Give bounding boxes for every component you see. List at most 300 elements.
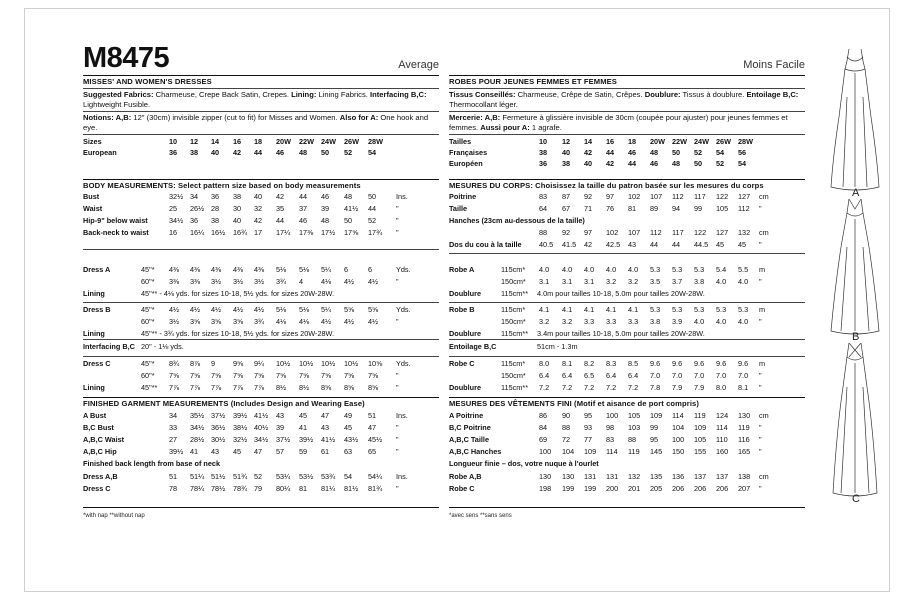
divider-line: [83, 356, 439, 357]
cell-value: 3⅜: [169, 277, 180, 286]
cell-value: 4.0: [584, 265, 595, 274]
cell-value: 7.9: [672, 383, 683, 392]
cell-value: 54: [368, 148, 377, 157]
cell-value: 3¾: [276, 277, 287, 286]
cell-value: 41.5: [562, 240, 577, 249]
cell-value: 12: [190, 137, 199, 146]
cell-value: 137: [694, 472, 707, 481]
difficulty-label-fr: Moins Facile: [743, 59, 805, 71]
cell-value: 12: [562, 137, 571, 146]
cell-value: 43: [628, 240, 637, 249]
cell-value: 41½: [254, 411, 269, 420]
sketch-label-a: A: [852, 187, 860, 199]
cell-value: 51¾: [233, 472, 248, 481]
cell-value: 39½: [233, 411, 248, 420]
row-label: Dress C: [83, 359, 111, 368]
mesures-fini-title: MESURES DES VÊTEMENTS FINI (Motif et aisance de port compris): [449, 399, 699, 408]
cell-value: 44: [299, 192, 308, 201]
sketch-label-b: B: [852, 331, 860, 343]
suggested-fabrics-key: Interfacing B,C:: [369, 90, 427, 99]
cell-value: 52: [344, 148, 353, 157]
cell-value: 36: [169, 148, 178, 157]
cell-value: 71: [584, 204, 593, 213]
cell-value: 95: [650, 435, 659, 444]
cell-value: 46: [628, 148, 637, 157]
cell-value: 135: [650, 472, 663, 481]
unit-label: cm: [759, 472, 769, 481]
cell-value: 7.8: [650, 383, 661, 392]
cell-value: 95: [584, 411, 593, 420]
cell-value: 36: [211, 192, 220, 201]
cell-value: 26W: [716, 137, 732, 146]
cell-value: 54: [738, 159, 747, 168]
cell-value: 165: [738, 447, 751, 456]
width-label: 115cm*: [501, 265, 526, 274]
cell-value: 50: [344, 216, 353, 225]
cell-value: 7⅝: [321, 371, 332, 380]
cell-value: 132: [628, 472, 641, 481]
cell-value: 4.1: [584, 305, 595, 314]
cell-value: 38: [190, 148, 199, 157]
cell-value: 110: [716, 435, 728, 444]
cell-value: 4.1: [562, 305, 573, 314]
cell-value: 51: [368, 411, 377, 420]
cell-value: 45: [738, 240, 747, 249]
width-label: 150cm*: [501, 371, 526, 380]
cell-value: 198: [539, 484, 552, 493]
tissus-conseilles-value: Thermocollant léger.: [449, 100, 518, 109]
row-label: Interfacing B,C: [83, 342, 135, 351]
cell-value: 3.3: [584, 317, 595, 326]
row-label: B,C Bust: [83, 423, 114, 432]
cell-value: 5.4: [716, 265, 727, 274]
cell-value: 44.5: [694, 240, 709, 249]
divider-line: [449, 302, 805, 303]
cell-value: 10½: [344, 359, 359, 368]
cell-value: 51: [169, 472, 178, 481]
cell-value: 5⅛: [276, 265, 287, 274]
cell-value: 4.0: [716, 317, 727, 326]
cell-value: 112: [738, 204, 750, 213]
cell-value: 122: [694, 228, 707, 237]
row-label: Doublure: [449, 329, 482, 338]
cell-value: 4.0: [738, 317, 749, 326]
cell-value: 103: [628, 423, 641, 432]
cell-value: 6.4: [539, 371, 550, 380]
cell-value: 4½: [368, 277, 379, 286]
cell-value: 100: [606, 411, 619, 420]
dress-c-sketch: [833, 343, 877, 496]
cell-value: 26W: [344, 137, 360, 146]
cell-value: 46: [650, 159, 659, 168]
cell-value: 24W: [321, 137, 337, 146]
divider-line: [83, 134, 439, 135]
cell-value: 34½: [190, 423, 205, 432]
longueur-finie-title: Longueur finie – dos, votre nuque à l'ourlet: [449, 459, 599, 468]
width-label: 115cm**: [501, 329, 529, 338]
cell-value: 88: [539, 228, 548, 237]
cell-value: 3⅜: [190, 277, 201, 286]
unit-label: ": [759, 484, 762, 493]
width-label: 150cm*: [501, 317, 526, 326]
unit-label: ": [759, 383, 762, 392]
unit-label: ": [396, 228, 399, 237]
suggested-fabrics-value: Lining Fabrics.: [316, 90, 370, 99]
cell-value: 4.1: [539, 305, 550, 314]
cell-value: 38: [539, 148, 548, 157]
divider-line: [449, 111, 805, 112]
cell-value: 4⅛: [321, 277, 332, 286]
cell-value: 42: [254, 216, 263, 225]
cell-value: 41: [190, 447, 199, 456]
cell-value: 53¼: [276, 472, 291, 481]
width-label: 60"*: [141, 317, 155, 326]
cell-value: 7.0: [650, 371, 661, 380]
cell-value: 7⅝: [233, 371, 244, 380]
cell-value: 93: [584, 423, 593, 432]
cell-value: 8½: [299, 383, 310, 392]
cell-value: 127: [738, 192, 751, 201]
cell-value: 40½: [254, 423, 269, 432]
cell-value: 206: [716, 484, 729, 493]
row-label: Dress A,B: [83, 472, 118, 481]
divider-line: [83, 397, 439, 398]
cell-value: 5¼: [321, 265, 332, 274]
tissus-conseilles-value: Tissus à doublure.: [680, 90, 747, 99]
cell-value: 9.6: [650, 359, 661, 368]
cell-value: 4½: [211, 305, 222, 314]
cell-value: 6.4: [606, 371, 617, 380]
cell-value: 80¼: [276, 484, 291, 493]
cell-value: 46: [299, 216, 308, 225]
suggested-fabrics-key: Suggested Fabrics:: [83, 90, 154, 99]
divider-line: [449, 339, 805, 340]
cell-value: 47: [368, 423, 377, 432]
cell-value: 43½: [344, 435, 359, 444]
cell-value: 3.7: [672, 277, 683, 286]
cell-value: 4: [299, 277, 304, 286]
cell-value: 7.2: [584, 383, 595, 392]
cell-value: 119: [694, 411, 706, 420]
cell-value: 36½: [211, 423, 226, 432]
cell-value: 3.8: [650, 317, 661, 326]
cell-value: 3.2: [628, 277, 639, 286]
width-label: 45"*: [141, 359, 155, 368]
unit-label: ": [396, 447, 399, 456]
cell-value: 44: [368, 204, 377, 213]
row-label: Dos du cou à la taille: [449, 240, 522, 249]
cell-value: 36: [190, 216, 199, 225]
cell-value: 44: [628, 159, 637, 168]
cell-value: 72: [562, 435, 571, 444]
width-label: 45"**: [141, 383, 158, 392]
cell-value: 81¼: [321, 484, 336, 493]
cell-value: 51¼: [190, 472, 205, 481]
row-label: Robe A,B: [449, 472, 482, 481]
cell-value: 8.0: [539, 359, 550, 368]
cell-value: 3.2: [562, 317, 573, 326]
cell-value: 3.8: [694, 277, 705, 286]
cell-value: 114: [672, 411, 684, 420]
cell-value: 99: [694, 204, 703, 213]
cell-value: 137: [716, 472, 729, 481]
tissus-conseilles-key: Doublure:: [644, 90, 681, 99]
row-label: Lining: [83, 383, 105, 392]
cell-value: 150: [672, 447, 685, 456]
cell-value: 98: [606, 423, 615, 432]
unit-label: ": [396, 216, 399, 225]
cell-value: 8.5: [628, 359, 639, 368]
suggested-fabrics: [83, 90, 439, 110]
cell-value: 3.3: [628, 317, 639, 326]
cell-value: 131: [606, 472, 619, 481]
cell-value: 45: [344, 423, 353, 432]
row-label: Poitrine: [449, 192, 477, 201]
cell-value: 7⅝: [211, 371, 222, 380]
cell-value: 17¼: [276, 228, 291, 237]
cell-value: 50: [672, 148, 681, 157]
cell-value: 94: [672, 204, 681, 213]
cell-value: 34: [190, 192, 199, 201]
cell-value: 8.0: [716, 383, 727, 392]
cell-value: 4.0: [716, 277, 727, 286]
cell-value: 20W: [650, 137, 666, 146]
cell-value: 7⅞: [169, 383, 180, 392]
row-label: A,B,C Hip: [83, 447, 117, 456]
cell-value: 45: [233, 447, 242, 456]
cell-value: 50: [321, 148, 330, 157]
unit-label: ": [759, 435, 762, 444]
cell-value: 25: [169, 204, 178, 213]
cell-value: 16¼: [190, 228, 205, 237]
cell-value: 4.0: [694, 317, 705, 326]
cell-value: 17½: [321, 228, 336, 237]
cell-value: 46: [276, 148, 285, 157]
divider-line: [449, 356, 805, 357]
row-label: Dress B: [83, 305, 111, 314]
cell-value: 4½: [233, 305, 244, 314]
divider-line: [449, 88, 805, 89]
unit-label: Yds.: [396, 265, 411, 274]
notions-key: Also for A:: [339, 113, 379, 122]
cell-value: 97: [584, 228, 593, 237]
width-label: 115cm*: [501, 305, 526, 314]
right-header: [449, 43, 805, 73]
cell-value: 7⅝: [344, 371, 355, 380]
cell-value: 3.1: [562, 277, 573, 286]
cell-value: 6: [368, 265, 373, 274]
cell-value: 206: [694, 484, 707, 493]
row-label: Taille: [449, 204, 468, 213]
cell-value: 112: [672, 192, 684, 201]
cell-value: 14: [211, 137, 220, 146]
cell-value: 9⅝: [233, 359, 244, 368]
cell-value: 78¼: [190, 484, 205, 493]
tissus-conseilles-value: Charmeuse, Crêpe de Satin, Crêpes.: [515, 90, 645, 99]
cell-value: 81: [628, 204, 637, 213]
cell-value: 3⅝: [190, 317, 201, 326]
dress-b-sketch: [831, 199, 879, 334]
cell-value: 52: [716, 159, 725, 168]
cell-value: 5.3: [672, 265, 683, 274]
cell-value: 77: [584, 435, 593, 444]
cell-value: 8½: [276, 383, 287, 392]
cell-value: 8⅝: [344, 383, 355, 392]
cell-value: 16: [233, 137, 242, 146]
unit-label: ": [396, 383, 399, 392]
cell-value: 81¾: [368, 484, 383, 493]
row-label: Tailles: [449, 137, 472, 146]
cell-value: 104: [562, 447, 575, 456]
cell-value: 8.3: [606, 359, 617, 368]
back-length-title: Finished back length from base of neck: [83, 459, 221, 468]
unit-label: ": [759, 277, 762, 286]
cell-value: 34½: [169, 216, 184, 225]
cell-value: 105: [628, 411, 641, 420]
suggested-fabrics-value: Lightweight Fusible.: [83, 100, 151, 109]
cell-value: 7⅝: [254, 371, 265, 380]
cell-value: 10½: [321, 359, 336, 368]
cell-value: 3⅝: [233, 317, 244, 326]
cell-value: 22W: [299, 137, 315, 146]
row-label: Doublure: [449, 289, 482, 298]
row-label: Dress C: [83, 484, 111, 493]
cell-value: 8.2: [584, 359, 595, 368]
cell-value: 5.3: [650, 265, 661, 274]
cell-value: 38½: [233, 423, 248, 432]
cell-value: 7.0: [738, 371, 749, 380]
cell-value: 54: [716, 148, 725, 157]
width-label: 60"*: [141, 277, 155, 286]
cell-value: 28: [211, 204, 220, 213]
row-note: 20" - 1⅛ yds.: [141, 342, 184, 351]
cell-value: 37½: [211, 411, 226, 420]
cell-value: 127: [716, 228, 729, 237]
cell-value: 42: [606, 159, 615, 168]
unit-label: Ins.: [396, 192, 408, 201]
cell-value: 39½: [299, 435, 314, 444]
cell-value: 40: [562, 148, 571, 157]
cell-value: 20W: [276, 137, 292, 146]
unit-label: ": [759, 423, 762, 432]
cell-value: 5.3: [738, 305, 749, 314]
divider-line: [449, 75, 805, 76]
cell-value: 89: [650, 204, 659, 213]
cell-value: 43: [276, 411, 285, 420]
cell-value: 8.1: [562, 359, 573, 368]
cell-value: 122: [716, 192, 729, 201]
cell-value: 107: [628, 228, 641, 237]
cell-value: 7⅞: [190, 383, 201, 392]
cell-value: 35½: [190, 411, 205, 420]
row-label: Lining: [83, 329, 105, 338]
cell-value: 52: [694, 148, 703, 157]
cell-value: 9.6: [738, 359, 749, 368]
cell-value: 18: [628, 137, 637, 146]
cell-value: 5⅝: [368, 305, 379, 314]
cell-value: 112: [650, 228, 662, 237]
cell-value: 38: [233, 192, 242, 201]
cell-value: 4½: [344, 317, 355, 326]
footnote: *with nap **without nap: [83, 513, 145, 519]
cell-value: 3⅝: [211, 317, 222, 326]
cell-value: 117: [694, 192, 706, 201]
cell-value: 46: [321, 192, 330, 201]
row-label: A,B,C Hanches: [449, 447, 502, 456]
cell-value: 78: [169, 484, 178, 493]
cell-value: 7⅝: [169, 371, 180, 380]
cell-value: 43: [211, 447, 220, 456]
cell-value: 105: [694, 435, 707, 444]
cell-value: 45½: [368, 435, 383, 444]
cell-value: 6: [344, 265, 349, 274]
unit-label: Ins.: [396, 472, 408, 481]
cell-value: 6.4: [628, 371, 639, 380]
cell-value: 199: [562, 484, 575, 493]
divider-line: [83, 111, 439, 112]
cell-value: 5.3: [694, 305, 705, 314]
row-note: 3.4m pour tailles 10-18, 5.0m pour tailles 20W-28W.: [537, 329, 705, 338]
cell-value: 84: [539, 423, 548, 432]
width-label: 115cm**: [501, 383, 529, 392]
cell-value: 3½: [169, 317, 180, 326]
pattern-envelope-back: [24, 8, 890, 592]
unit-label: ": [396, 277, 399, 286]
cell-value: 136: [672, 472, 685, 481]
cell-value: 7⅝: [276, 371, 287, 380]
cell-value: 7⅝: [368, 371, 379, 380]
cell-value: 51½: [211, 472, 226, 481]
cell-value: 104: [672, 423, 685, 432]
row-label: A,B,C Waist: [83, 435, 125, 444]
cell-value: 83: [539, 192, 548, 201]
cell-value: 14: [584, 137, 593, 146]
cell-value: 5.3: [650, 305, 661, 314]
cell-value: 45: [299, 411, 308, 420]
cell-value: 3.3: [606, 317, 617, 326]
unit-label: m: [759, 265, 766, 274]
cell-value: 102: [628, 192, 641, 201]
cell-value: 4.0: [738, 277, 749, 286]
cell-value: 81: [299, 484, 308, 493]
cell-value: 48: [344, 192, 353, 201]
cell-value: 4.1: [606, 305, 617, 314]
row-label: Entoilage B,C: [449, 342, 497, 351]
cell-value: 8⅞: [190, 359, 201, 368]
row-label: Sizes: [83, 137, 102, 146]
cell-value: 138: [738, 472, 751, 481]
cell-value: 4.0: [539, 265, 550, 274]
cell-value: 109: [584, 447, 597, 456]
row-label: European: [83, 148, 117, 157]
cell-value: 4½: [254, 305, 265, 314]
row-label: Doublure: [449, 383, 482, 392]
cell-value: 81½: [344, 484, 359, 493]
cell-value: 3.2: [606, 277, 617, 286]
suggested-fabrics-key: Lining:: [291, 90, 317, 99]
cell-value: 38: [562, 159, 571, 168]
cell-value: 78½: [211, 484, 226, 493]
cell-value: 26½: [190, 204, 205, 213]
tissus-conseilles: [449, 90, 805, 110]
cell-value: 17¾: [368, 228, 383, 237]
cell-value: 201: [628, 484, 641, 493]
cell-value: 119: [628, 447, 640, 456]
divider-line: [83, 507, 439, 508]
cell-value: 90: [562, 411, 571, 420]
cell-value: 9.6: [672, 359, 683, 368]
divider-line: [83, 249, 439, 250]
